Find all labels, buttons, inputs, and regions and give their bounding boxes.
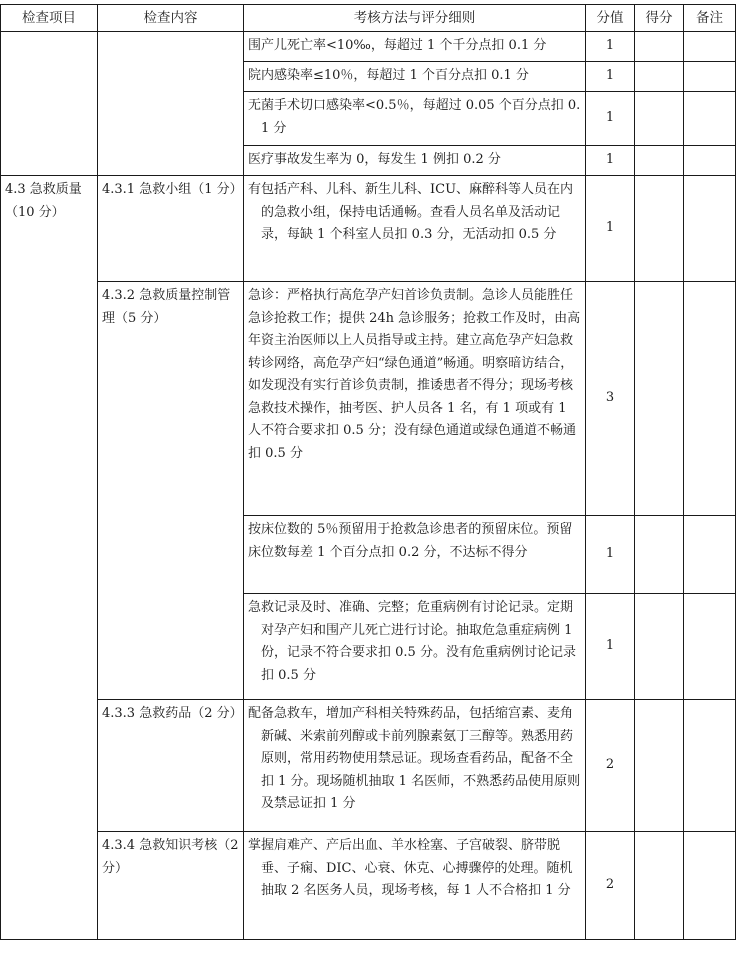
method-cell: 医疗事故发生率为 0，每发生 1 例扣 0.2 分 xyxy=(244,146,586,176)
content-cell: 4.3.4 急救知识考核（2 分） xyxy=(98,832,244,940)
evaluation-table xyxy=(0,4,736,940)
note-cell xyxy=(684,146,736,176)
got-cell xyxy=(635,700,684,832)
score-cell: 2 xyxy=(586,700,635,832)
note-cell xyxy=(684,594,736,700)
content-cell: 4.3.3 急救药品（2 分） xyxy=(98,700,244,832)
method-cell: 无菌手术切口感染率<0.5％，每超过 0.05 个百分点扣 0.1 分 xyxy=(244,92,586,146)
content-cell: 4.3.1 急救小组（1 分） xyxy=(98,176,244,282)
method-cell: 按床位数的 5％预留用于抢救急诊患者的预留床位。预留床位数每差 1 个百分点扣 0.2 分，不达标不得分 xyxy=(244,516,586,594)
content-cell xyxy=(98,32,244,176)
header-note: 备注 xyxy=(684,5,736,32)
header-got: 得分 xyxy=(635,5,684,32)
item-cell xyxy=(1,32,98,176)
header-method: 考核方法与评分细则 xyxy=(244,5,586,32)
score-cell: 1 xyxy=(586,32,635,62)
score-cell: 1 xyxy=(586,62,635,92)
note-cell xyxy=(684,516,736,594)
score-cell: 1 xyxy=(586,92,635,146)
method-cell: 院内感染率≤10％，每超过 1 个百分点扣 0.1 分 xyxy=(244,62,586,92)
note-cell xyxy=(684,62,736,92)
table-row xyxy=(1,176,736,282)
got-cell xyxy=(635,146,684,176)
table-row xyxy=(1,282,736,516)
note-cell xyxy=(684,282,736,516)
score-cell: 1 xyxy=(586,594,635,700)
got-cell xyxy=(635,32,684,62)
method-cell: 急救记录及时、准确、完整；危重病例有讨论记录。定期对孕产妇和围产儿死亡进行讨论。抽取危急重症病例 1 份，记录不符合要求扣 0.5 分。没有危重病例讨论记录扣 0.5 分 xyxy=(244,594,586,700)
method-cell: 配备急救车，增加产科相关特殊药品，包括缩宫素、麦角新碱、米索前列醇或卡前列腺素氨丁三醇等。熟悉用药原则，常用药物使用禁忌证。现场查看药品，配备不全扣 1 分。现场随机抽取 1 名医师，不熟悉药品使用原则及禁忌证扣 1 分 xyxy=(244,700,586,832)
got-cell xyxy=(635,594,684,700)
header-row xyxy=(1,5,736,32)
note-cell xyxy=(684,32,736,62)
score-cell: 3 xyxy=(586,282,635,516)
header-content: 检查内容 xyxy=(98,5,244,32)
header-item: 检查项目 xyxy=(1,5,98,32)
table-row xyxy=(1,700,736,832)
note-cell xyxy=(684,700,736,832)
table-row xyxy=(1,832,736,940)
table-row xyxy=(1,32,736,62)
method-cell: 围产儿死亡率<10‰，每超过 1 个千分点扣 0.1 分 xyxy=(244,32,586,62)
header-score: 分值 xyxy=(586,5,635,32)
score-cell: 1 xyxy=(586,176,635,282)
score-cell: 1 xyxy=(586,146,635,176)
got-cell xyxy=(635,516,684,594)
got-cell xyxy=(635,282,684,516)
item-cell: 4.3 急救质量 （10 分） xyxy=(1,176,98,940)
method-cell: 有包括产科、儿科、新生儿科、ICU、麻醉科等人员在内的急救小组，保持电话通畅。查看人员名单及活动记录，每缺 1 个科室人员扣 0.3 分，无活动扣 0.5 分 xyxy=(244,176,586,282)
got-cell xyxy=(635,176,684,282)
note-cell xyxy=(684,832,736,940)
got-cell xyxy=(635,92,684,146)
note-cell xyxy=(684,176,736,282)
method-cell: 掌握肩难产、产后出血、羊水栓塞、子宫破裂、脐带脱垂、子痫、DIC、心衰、休克、心搏骤停的处理。随机抽取 2 名医务人员，现场考核，每 1 人不合格扣 1 分 xyxy=(244,832,586,940)
score-cell: 2 xyxy=(586,832,635,940)
score-cell: 1 xyxy=(586,516,635,594)
content-cell: 4.3.2 急救质量控制管理（5 分） xyxy=(98,282,244,700)
note-cell xyxy=(684,92,736,146)
got-cell xyxy=(635,832,684,940)
method-cell: 急诊：严格执行高危孕产妇首诊负责制。急诊人员能胜任急诊抢救工作；提供 24h 急诊服务；抢救工作及时，由高年资主治医师以上人员指导或主持。建立高危孕产妇急救转诊网络，高危孕产妇“绿色通道”畅通。明察暗访结合，如发现没有实行首诊负责制，推诿患者不得分；现场考核急救技术操作，抽考医、护人员各 1 名，有 1 项或有 1 人不符合要求扣 0.5 分；没有绿色通道或绿色通道不畅通扣 0.5 分 xyxy=(244,282,586,516)
got-cell xyxy=(635,62,684,92)
